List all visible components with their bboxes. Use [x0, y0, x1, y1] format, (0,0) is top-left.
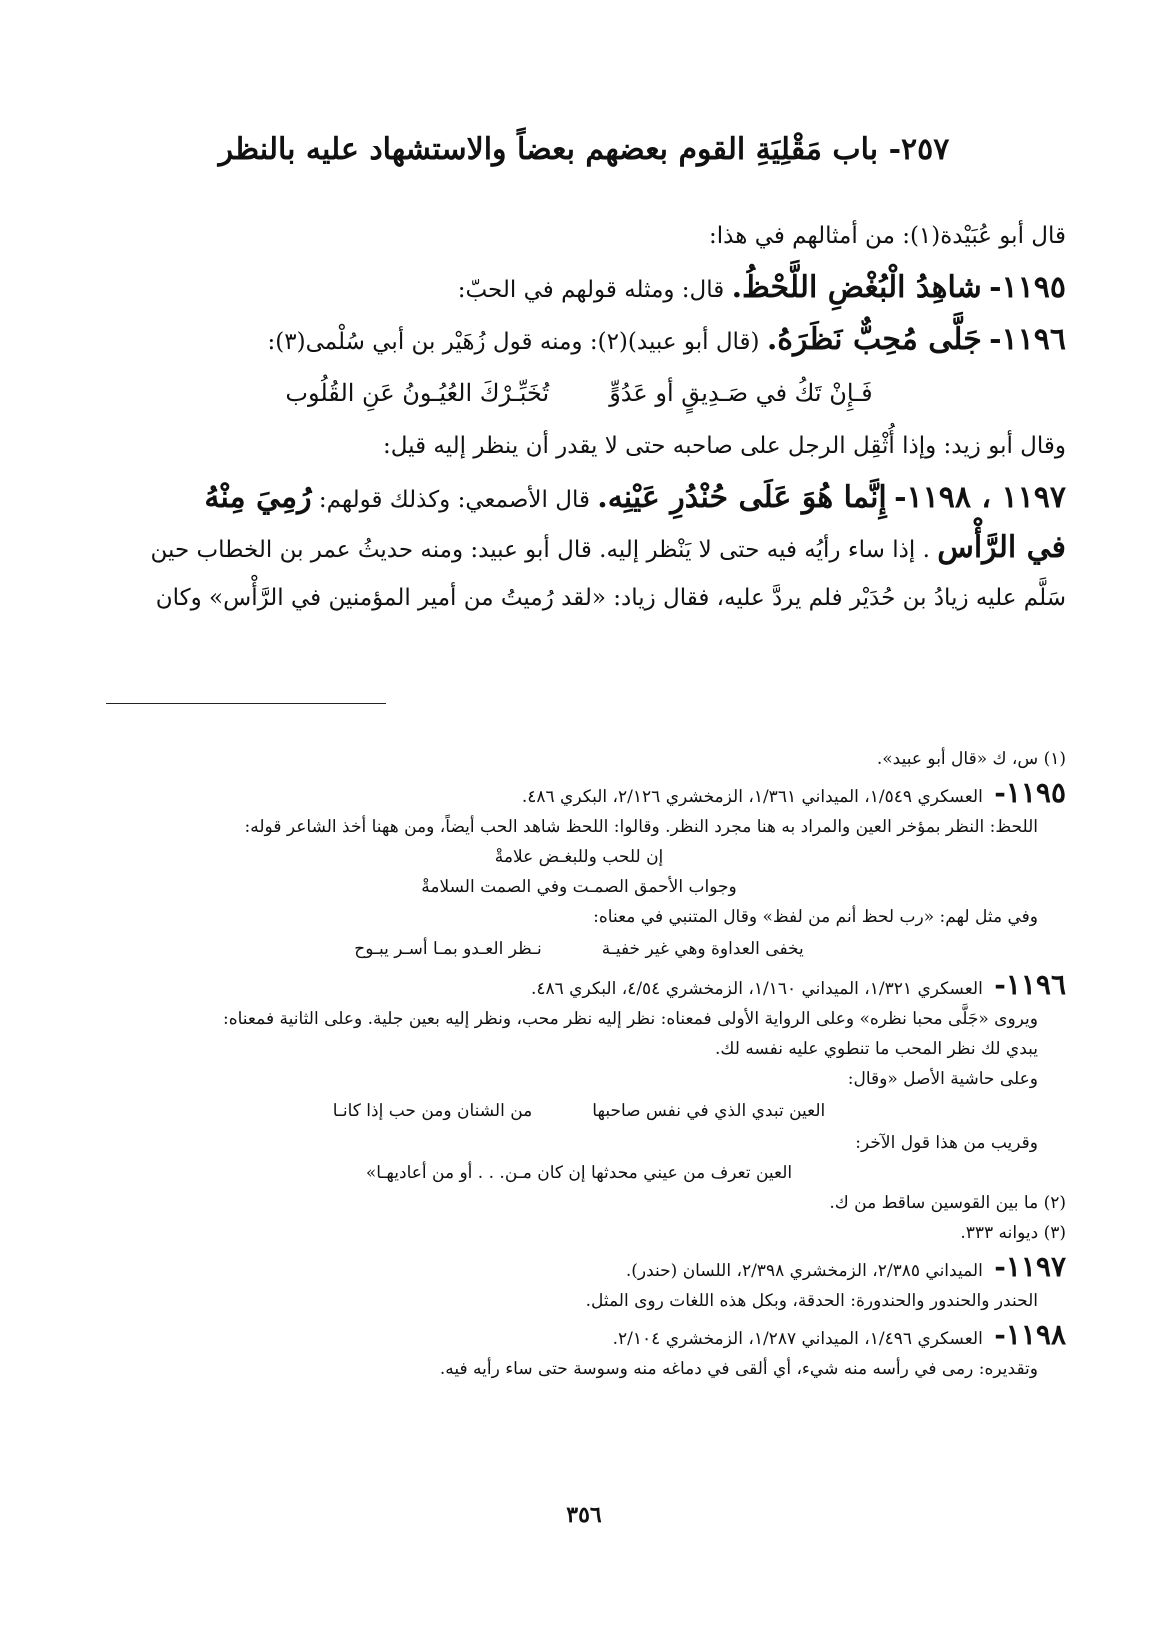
line-text: . إذا ساء رأيُه فيه حتى لا يَنْظر إليه. قال أبو عبيد: ومنه حديثُ عمر بن الخطاب حين — [150, 537, 930, 563]
footnote-text: وفي مثل لهم: «رب لحظ أنم من لفظ» وقال المتنبي في معناه: — [593, 907, 1038, 927]
line-text: سَلَّم عليه زيادُ بن حُدَيْر فلم يردَّ عليه، فقال زياد: «لقد رُميتُ من أمير المؤمنين في الرَّأْس» وكان — [155, 585, 1066, 611]
chapter-heading: ٢٥٧- باب مَقْلِيَةِ القوم بعضهم بعضاً والاستشهاد عليه بالنظر — [218, 132, 950, 167]
footnote: (٢) ما بين القوسين ساقط من ك. — [829, 1193, 1066, 1213]
proverb-number: ١١٩٧ ، ١١٩٨- — [894, 480, 1066, 515]
footnote-text: وعلى حاشية الأصل «وقال: — [847, 1069, 1038, 1089]
footnote-verse — [92, 1158, 1066, 1188]
footnote-verse — [92, 932, 1066, 966]
verse-hemistich: فَـإِنْ تَكُ في صَـدِيقٍ أو عَدُوٍّ — [609, 379, 873, 407]
footnote-verse — [92, 842, 1066, 872]
line-text: (قال أبو عبيد)(٢): ومنه قول زُهَيْر بن أبي سُلْمى(٣): — [267, 329, 760, 355]
footnote-verse-line: العين تعرف من عيني محدثها إن كان مـن. . . أو من أعاديهـا» — [365, 1163, 793, 1183]
main-text — [92, 210, 1066, 624]
footnote-divider — [106, 703, 386, 704]
footnote-sources: العسكري ١/٣٢١، الميداني ١/١٦٠، الزمخشري ٤/٥٤، البكري ٤٨٦. — [530, 979, 983, 999]
footnote: (٣) ديوانه ٣٣٣. — [960, 1223, 1066, 1243]
poem-verse — [92, 366, 1066, 420]
proverb-text: رُمِيَ مِنْهُ — [204, 480, 312, 515]
footnote-text: وقريب من هذا قول الآخر: — [855, 1133, 1038, 1153]
footnote-verse-line: نـظر العـدو بمـا أسـر يبـوح — [354, 939, 542, 959]
line-text: قال أبو عُبَيْدة(١): من أمثالهم في هذا: — [709, 223, 1066, 249]
footnote-verse — [92, 872, 1066, 902]
footnote-sources: العسكري ١/٤٩٦، الميداني ١/٢٨٧، الزمخشري ٢/١٠٤. — [612, 1329, 983, 1349]
main-line — [92, 472, 1066, 524]
proverb-number: ١١٩٦- — [989, 322, 1066, 357]
footnote-source-line — [92, 1316, 1066, 1354]
page-number: ٣٥٦ — [566, 1502, 602, 1528]
footnote-sources: الميداني ٢/٣٨٥، الزمخشري ٢/٣٩٨، اللسان (حندر). — [625, 1261, 983, 1281]
footnote-verse-line: وجواب الأحمق الصمـت وفي الصمت السلامةْ — [421, 877, 737, 897]
proverb-number: ١١٩٥- — [989, 270, 1066, 305]
footnote-text: وتقديره: رمى في رأسه منه شيء، أي ألقى في دماغه منه وسوسة حتى ساء رأيه فيه. — [439, 1359, 1038, 1379]
verse-hemistich: تُخَبِّـرْكَ العُيُـونُ عَنِ القُلُوب — [285, 379, 550, 407]
footnote-number: ١١٩٥- — [994, 776, 1066, 809]
proverb-text: شاهِدُ الْبُغْضِ اللَّحْظُ. — [731, 270, 982, 305]
main-line — [92, 314, 1066, 366]
proverb-text: إِنَّما هُوَ عَلَى حُنْدُرِ عَيْنِه. — [597, 480, 887, 515]
footnote-verse-line: إن للحب وللبغـض علامةْ — [494, 847, 664, 867]
footnotes — [92, 744, 1066, 1384]
footnote-number: ١١٩٦- — [994, 968, 1066, 1001]
footnote-text: يبدي لك نظر المحب ما تنطوي عليه نفسه لك. — [715, 1039, 1038, 1059]
footnote-verse-line: العين تبدي الذي في نفس صاحبها — [592, 1101, 826, 1121]
main-line — [92, 574, 1066, 624]
main-line — [92, 262, 1066, 314]
proverb-text: جَلَّى مُحِبٌّ نَظَرَهُ. — [766, 322, 982, 357]
footnote-source-line — [92, 1248, 1066, 1286]
footnote-text: ويروى «جَلَّى محبا نظره» وعلى الرواية الأولى فمعناه: نظر إليه نظر محب، ونظر إليه بعين جلية. وعلى الثانية فمعناه: — [222, 1009, 1038, 1029]
main-line — [92, 210, 1066, 262]
footnote-source-line — [92, 966, 1066, 1004]
footnote-text: الحندر والحندور والحندورة: الحدقة، وبكل هذه اللغات روى المثل. — [585, 1291, 1038, 1311]
footnote-verse — [92, 1094, 1066, 1128]
footnote-verse-line: يخفى العداوة وهي غير خفيـة — [601, 939, 804, 959]
footnote-text: اللحظ: النظر بمؤخر العين والمراد به هنا مجرد النظر. وقالوا: اللحظ شاهد الحب أيضاً، ومن ههنا أخذ الشاعر قوله: — [244, 817, 1038, 837]
line-text: قال الأصمعي: وكذلك قولهم: — [318, 487, 590, 513]
footnote-number: ١١٩٧- — [994, 1250, 1066, 1283]
main-line — [92, 420, 1066, 472]
line-text: قال: ومثله قولهم في الحبّ: — [457, 277, 725, 303]
main-line — [92, 524, 1066, 574]
line-text: وقال أبو زيد: وإذا أُثْقِل الرجل على صاحبه حتى لا يقدر أن ينظر إليه قيل: — [382, 433, 1066, 459]
footnote: (١) س، ك «قال أبو عبيد». — [876, 749, 1066, 769]
proverb-text: في الرَّأْس — [937, 530, 1066, 565]
footnote-number: ١١٩٨- — [994, 1318, 1066, 1351]
footnote-verse-line: من الشنان ومن حب إذا كانـا — [332, 1101, 533, 1121]
footnote-source-line — [92, 774, 1066, 812]
footnote-sources: العسكري ١/٥٤٩، الميداني ١/٣٦١، الزمخشري ٢/١٢٦، البكري ٤٨٦. — [521, 787, 983, 807]
